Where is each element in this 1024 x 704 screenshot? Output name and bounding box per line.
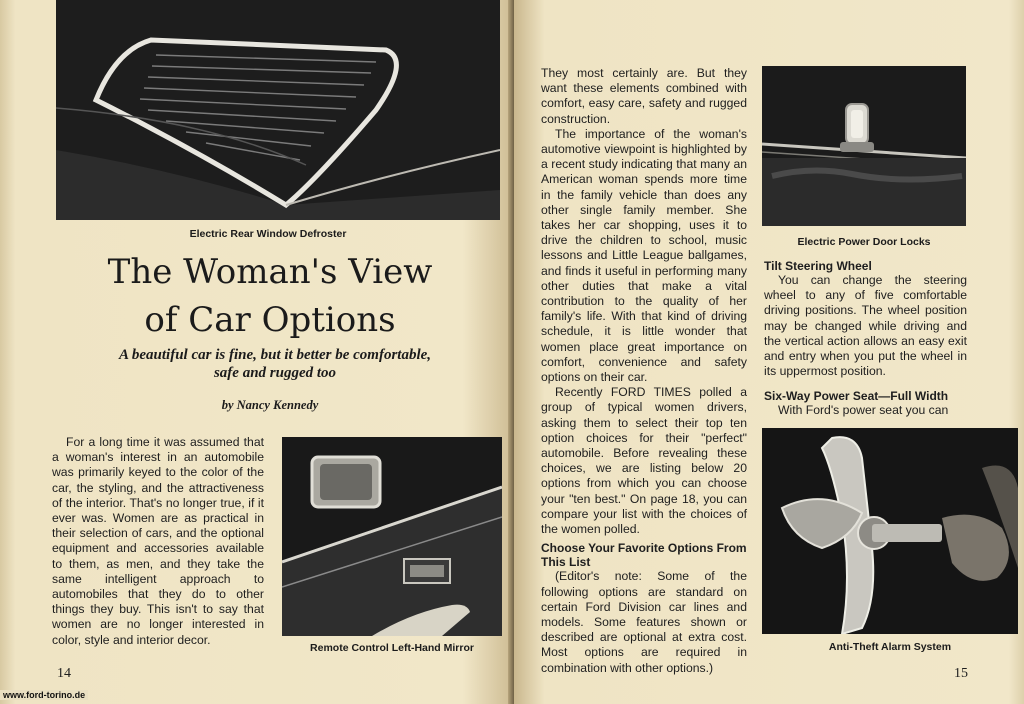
rear-window-photo — [56, 0, 500, 220]
title-line-1: The Woman's View — [107, 252, 433, 292]
page-number-right: 15 — [954, 666, 968, 681]
site-watermark: www.ford-torino.de — [0, 690, 88, 700]
right-column-2 — [764, 259, 967, 419]
tilt-steering-heading: Tilt Steering Wheel — [764, 259, 872, 273]
title-line-2: of Car Options — [144, 300, 396, 340]
alarm-key-illustration — [762, 428, 1018, 634]
mirror-caption: Remote Control Left-Hand Mirror — [310, 642, 474, 654]
article-subtitle: A beautiful car is fine, but it better be comfortable, safe and rugged too — [118, 347, 432, 381]
column-paragraph: They most certainly are. But they want these elements combined with comfort, easy care, safety and rugged construction. — [541, 66, 747, 126]
right-page — [514, 0, 1024, 704]
alarm-system-photo — [762, 428, 1018, 634]
options-list-heading: Choose Your Favorite Options From This List — [541, 541, 747, 570]
column-paragraph: Recently FORD TIMES polled a group of typical women drivers, asking them to select their top ten option choices for their "perfect" automobile. Before revealing these choices, we are listing below 20 options from which you can choose your "ten best." On page 18, you can compare your list with the choices of the women polled. — [541, 385, 747, 537]
mirror-photo — [282, 437, 502, 636]
body-paragraph: For a long time it was assumed that a woman's interest in an automobile was primarily keyed to the color of the car, the styling, and the attractiveness of the interior. That's no longer true, if it ever was. Women are as practical in their selection of cars, and the optional equipment and accessories available to them, as men, and they take the same intelligent approach to automobiles that they do to other things they buy. This isn't to say that women are no longer interested in color, style and interior decor. — [52, 435, 264, 647]
editor-note: (Editor's note: Some of the following options are standard on certain Ford Division car lines and models. Some features shown or described are optional at extra cost. Most options are required in combination with other options.) — [541, 569, 747, 675]
right-column-1 — [541, 66, 747, 676]
alarm-system-caption: Anti-Theft Alarm System — [828, 641, 952, 653]
door-lock-illustration — [762, 66, 966, 226]
power-seat-heading: Six-Way Power Seat—Full Width — [764, 389, 949, 404]
door-locks-caption: Electric Power Door Locks — [797, 236, 931, 248]
rear-window-illustration — [56, 0, 500, 220]
article-byline: by Nancy Kennedy — [221, 398, 319, 412]
left-body-column — [52, 435, 264, 648]
rear-window-caption: Electric Rear Window Defroster — [189, 228, 347, 240]
door-locks-photo — [762, 66, 966, 226]
mirror-illustration — [282, 437, 502, 636]
column-paragraph: You can change the steering wheel to any of five comfortable driving positions. The wheel position may be changed while driving and the vertical action allows an easy exit and entry when you put the wheel in its uppermost position. — [764, 273, 967, 379]
article-title — [60, 248, 480, 344]
column-paragraph: With Ford's power seat you can — [778, 403, 949, 418]
page-number-left: 14 — [57, 666, 71, 681]
column-paragraph: The importance of the woman's automotive viewpoint is highlighted by a recent study indicating that many an American woman spends more time in the family vehicle than does any other single family member. She takes her car shopping, uses it to drive the children to school, music lessons and Little League ballgames, and finds it useful in performing many other duties that make a vital contribution to the quality of her family's life. With that kind of driving schedule, it is little wonder that women place great importance on comfort, convenience and safety options on their car. — [541, 126, 747, 385]
